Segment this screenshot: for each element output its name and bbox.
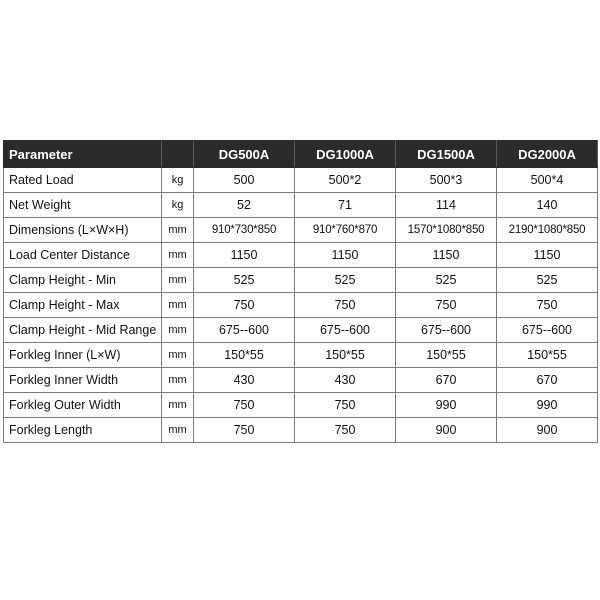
parameter-cell: Clamp Height - Max xyxy=(4,293,162,318)
value-cell: 1150 xyxy=(194,243,295,268)
value-cell: 114 xyxy=(396,193,497,218)
value-cell: 500*4 xyxy=(497,168,598,193)
unit-cell: mm xyxy=(162,318,194,343)
value-cell: 750 xyxy=(497,293,598,318)
value-cell: 52 xyxy=(194,193,295,218)
parameter-cell: Forkleg Length xyxy=(4,418,162,443)
value-cell: 525 xyxy=(497,268,598,293)
table-header xyxy=(4,141,598,168)
value-cell: 750 xyxy=(396,293,497,318)
unit-cell: mm xyxy=(162,418,194,443)
model-header: DG1000A xyxy=(295,141,396,168)
table-row xyxy=(4,193,598,218)
value-cell: 500*3 xyxy=(396,168,497,193)
unit-cell: kg xyxy=(162,168,194,193)
value-cell: 1150 xyxy=(497,243,598,268)
table-row xyxy=(4,293,598,318)
unit-cell: mm xyxy=(162,243,194,268)
value-cell: 525 xyxy=(194,268,295,293)
table-row xyxy=(4,318,598,343)
value-cell: 71 xyxy=(295,193,396,218)
value-cell: 500*2 xyxy=(295,168,396,193)
value-cell: 525 xyxy=(295,268,396,293)
value-cell: 150*55 xyxy=(396,343,497,368)
value-cell: 675--600 xyxy=(396,318,497,343)
value-cell: 900 xyxy=(497,418,598,443)
unit-cell: mm xyxy=(162,393,194,418)
parameter-cell: Load Center Distance xyxy=(4,243,162,268)
value-cell: 1150 xyxy=(396,243,497,268)
parameter-header: Parameter xyxy=(4,141,162,168)
table-row xyxy=(4,343,598,368)
parameter-cell: Clamp Height - Mid Range xyxy=(4,318,162,343)
header-row xyxy=(4,141,598,168)
value-cell: 675--600 xyxy=(295,318,396,343)
table-row xyxy=(4,268,598,293)
table-row xyxy=(4,168,598,193)
value-cell: 900 xyxy=(396,418,497,443)
unit-cell: mm xyxy=(162,218,194,243)
unit-cell: kg xyxy=(162,193,194,218)
parameter-cell: Forkleg Inner (L×W) xyxy=(4,343,162,368)
value-cell: 1570*1080*850 xyxy=(396,218,497,243)
table-row xyxy=(4,393,598,418)
parameter-cell: Net Weight xyxy=(4,193,162,218)
value-cell: 750 xyxy=(295,293,396,318)
unit-header xyxy=(162,141,194,168)
value-cell: 500 xyxy=(194,168,295,193)
unit-cell: mm xyxy=(162,293,194,318)
parameter-cell: Forkleg Inner Width xyxy=(4,368,162,393)
value-cell: 150*55 xyxy=(194,343,295,368)
model-header: DG2000A xyxy=(497,141,598,168)
value-cell: 910*760*870 xyxy=(295,218,396,243)
value-cell: 750 xyxy=(194,293,295,318)
value-cell: 525 xyxy=(396,268,497,293)
parameter-cell: Forkleg Outer Width xyxy=(4,393,162,418)
table-row xyxy=(4,218,598,243)
value-cell: 670 xyxy=(497,368,598,393)
parameter-cell: Rated Load xyxy=(4,168,162,193)
value-cell: 750 xyxy=(194,393,295,418)
value-cell: 990 xyxy=(396,393,497,418)
unit-cell: mm xyxy=(162,368,194,393)
table-row xyxy=(4,368,598,393)
value-cell: 140 xyxy=(497,193,598,218)
value-cell: 675--600 xyxy=(497,318,598,343)
table-row xyxy=(4,418,598,443)
parameter-cell: Clamp Height - Min xyxy=(4,268,162,293)
spec-table xyxy=(3,140,598,443)
value-cell: 2190*1080*850 xyxy=(497,218,598,243)
value-cell: 150*55 xyxy=(497,343,598,368)
value-cell: 750 xyxy=(295,418,396,443)
table-row xyxy=(4,243,598,268)
unit-cell: mm xyxy=(162,343,194,368)
value-cell: 430 xyxy=(295,368,396,393)
model-header: DG1500A xyxy=(396,141,497,168)
value-cell: 750 xyxy=(295,393,396,418)
table-body xyxy=(4,168,598,443)
value-cell: 150*55 xyxy=(295,343,396,368)
value-cell: 675--600 xyxy=(194,318,295,343)
value-cell: 990 xyxy=(497,393,598,418)
unit-cell: mm xyxy=(162,268,194,293)
value-cell: 1150 xyxy=(295,243,396,268)
value-cell: 910*730*850 xyxy=(194,218,295,243)
value-cell: 750 xyxy=(194,418,295,443)
value-cell: 670 xyxy=(396,368,497,393)
model-header: DG500A xyxy=(194,141,295,168)
parameter-cell: Dimensions (L×W×H) xyxy=(4,218,162,243)
value-cell: 430 xyxy=(194,368,295,393)
